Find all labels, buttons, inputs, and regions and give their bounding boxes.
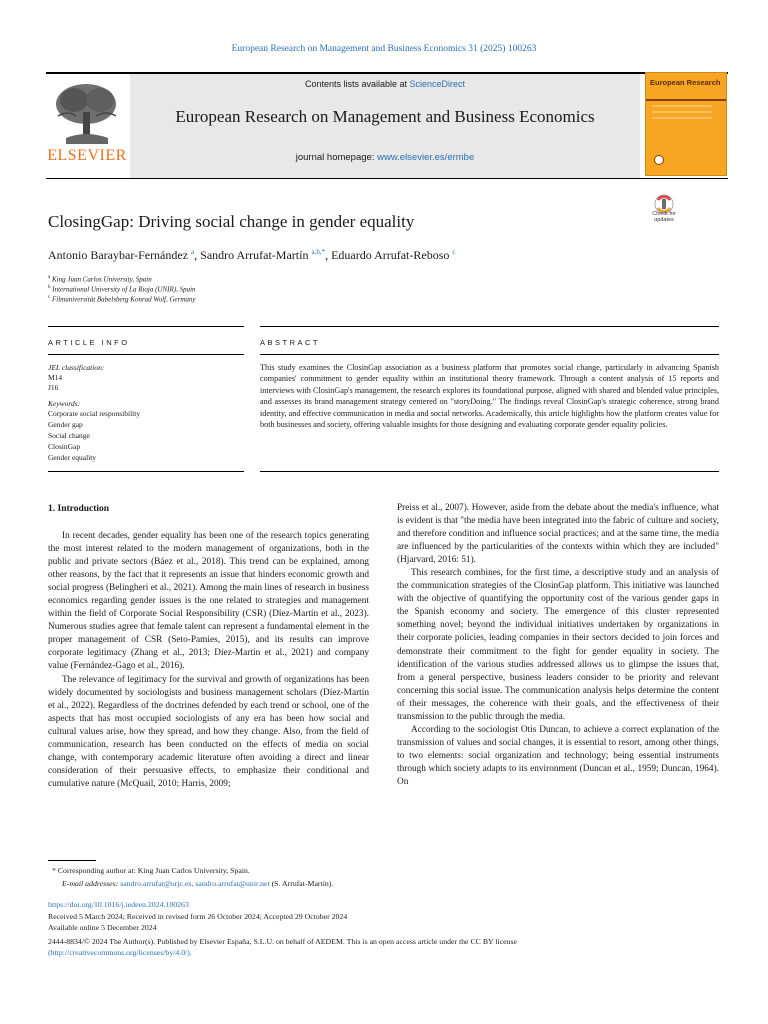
section-heading-introduction: 1. Introduction	[48, 504, 110, 514]
journal-cover-thumbnail[interactable]	[645, 72, 727, 176]
keyword: Gender equality	[48, 453, 97, 462]
journal-homepage-link[interactable]: www.elsevier.es/ermbe	[377, 152, 475, 163]
license-link[interactable]: (http://creativecommons.org/licenses/by/4.0/).	[48, 948, 192, 957]
article-info-heading: ARTICLE INFO	[48, 338, 130, 347]
body-column-right	[397, 502, 719, 789]
keyword: ClosinGap	[48, 442, 81, 451]
journal-citation-line[interactable]: European Research on Management and Business Economics 31 (2025) 100263	[231, 44, 537, 54]
body-paragraph: In recent decades, gender equality has been one of the research topics generating the most interest related to the modern management of organizations, both in the public and private sectors (Báez et al., 2018). This trend can be explained, among other reasons, by the fact that it represents an issue that hinders economic growth and social progress (Belingheri et al., 2021). Among the main lines of research in business economics regarding gender issues is the one related to strategies and management within the field of Corporate Social Responsibility (CSR) (Díez-Martín et al., 2023). Numerous studies agree that female talent can represent a fundamental element in the proper management of CSR (Seto-Pamies, 2015), and its results can improve corporate legitimacy (Zhang et al., 2013; Díez-Martín et al., 2021) and company value (Fernández-Gago et al., 2016).	[48, 531, 369, 672]
masthead-bottom-rule	[46, 178, 728, 179]
check-for-updates-label: Check for updates	[652, 211, 676, 223]
journal-homepage-line: journal homepage: www.elsevier.es/ermbe	[295, 152, 475, 163]
jel-label: JEL classification:	[48, 363, 105, 372]
keywords-label: Keywords:	[48, 399, 81, 408]
license-statement: 2444-8834/© 2024 The Author(s). Published by Elsevier España, S.L.U. on behalf of AEDEM. This is an open access article under the CC BY license (http://creativecommons.org/licenses/by/4.0/).	[48, 937, 517, 957]
abstract-top-rule	[260, 326, 719, 327]
elsevier-wordmark: ELSEVIER	[47, 147, 127, 164]
author-affil-sup[interactable]: a	[191, 248, 195, 256]
body-paragraph: The relevance of legitimacy for the survival and growth of organizations has been widely documented by sociologists and business management scholars (Díez-Martín et al., 2022). Regardless of the doctrines defended by each trend or school, one of the aspects that has most occupied sociologists of any era has been how social and cultural values arise, how they spread, and how they change. Also, from the field of communication, research has been conducted on the effects of media on social change, with contemporary academic literature often avoiding a direct and linear consideration of their persuasive effects, to emphasize their conditional and cumulative nature (McQuail, 2010; Harris, 2009;	[48, 674, 369, 789]
journal-title: European Research on Management and Business Economics	[175, 107, 595, 126]
author-affil-sup[interactable]: c	[452, 248, 456, 256]
email-note: E-mail addresses: sandro.arrufat@urjc.es, sandro.arrufat@unir.net (S. Arrufat-Martín).	[62, 879, 334, 888]
abstract-bottom-rule	[260, 471, 719, 472]
abstract-text: This study examines the ClosinGap association as a business platform that promotes social change, particularly in advancing Spanish companies' commitment to gender equality within an institutional theory framework. Through a content analysis of 15 reports and interviews with ClosinGap's management, the research explores its foundational purpose, aligned with shared and blended value principles, and assesses its brand management strategy centered on "storyDoing." The findings reveal ClosinGap's strategic coherence, strong brand identity, and effective communication in media and social networks. Academically, this article highlights how the platform creates value for both businesses and society, offering valuable insights for those designing and evaluating corporate gender equality policies.	[260, 363, 719, 430]
affiliation-c: $^c$ Filmuniversität Babelsberg Konrad Wolf, Germany	[48, 295, 196, 304]
sciencedirect-link[interactable]: ScienceDirect	[409, 79, 466, 89]
author-name[interactable]: Sandro Arrufat-Martín	[200, 248, 309, 262]
footnote-rule	[48, 860, 96, 861]
body-paragraph: Preiss et al., 2007). However, aside from the debate about the media's influence, what is evident is that "the media have been integrated into the fabric of culture and society, and therefore condition and influence social practices; and at the same time, the media are influenced by the particularities of the contexts within which they are included" (Hjarvard, 2016: 51).	[397, 503, 719, 566]
affiliation-b: $^b$ International University of La Rioja (UNIR), Spain	[48, 285, 196, 294]
affiliation-a: $^a$ King Juan Carlos University, Spain	[48, 275, 152, 284]
doi-link[interactable]: https://doi.org/10.1016/j.iedeen.2024.100263	[48, 900, 189, 909]
article-info-bottom-rule	[48, 471, 244, 472]
abstract-heading: ABSTRACT	[260, 338, 321, 347]
body-paragraph: This research combines, for the first time, a descriptive study and an analysis of the communication strategies of the ClosinGap platform. This initiative was launched with the objective of quantifying the opportunity cost of the various gender gaps in the Spanish economy and society. The emergence of this cluster represented something novel; beyond the individual initiatives undertaken by organizations in their corporate policies, leading companies in their sectors decided to join forces and demonstrate their commitment to the fight for gender equality in society. The identification of the various studies addressed allows us to glimpse the issues that, from a general perspective, business leaders consider to be priority and relevant concerning this social issue. The communication analysis helps determine the content of their messages, the coherence with their goals, and the effectiveness of their transmission to the public through the media.	[397, 568, 719, 722]
article-info-rule	[48, 354, 244, 355]
keyword: Corporate social responsibility	[48, 409, 141, 418]
cover-bar	[646, 99, 726, 101]
author-affil-sup[interactable]: a,b,*	[311, 248, 326, 256]
jel-code: J16	[48, 383, 59, 392]
author-name[interactable]: Antonio Baraybar-Fernández	[48, 248, 189, 262]
article-info-top-rule	[48, 326, 244, 327]
body-column-left	[48, 530, 369, 791]
received-dates: Received 5 March 2024; Received in revised form 26 October 2024; Accepted 29 October 2024	[48, 912, 348, 921]
article-title: ClosingGap: Driving social change in gender equality	[48, 212, 415, 231]
abstract-rule	[260, 354, 719, 355]
body-paragraph: According to the sociologist Otis Duncan, to achieve a correct explanation of the transmission of values and social changes, it is essential to resort, among other things, to two elements: social organization and technology; being essential instruments through which society adapts to its environment (Duncan et al., 1959; Duncan, 1964). On	[397, 724, 719, 787]
keyword: Social change	[48, 431, 90, 440]
contents-available-line: Contents lists available at ScienceDirect	[304, 79, 466, 89]
cover-seal-icon	[654, 155, 664, 165]
cover-title: European Research	[650, 78, 721, 87]
keyword: Gender gap	[48, 420, 83, 429]
email-links[interactable]: sandro.arrufat@urjc.es, sandro.arrufat@unir.net	[120, 879, 270, 888]
author-name[interactable]: Eduardo Arrufat-Reboso	[331, 248, 450, 262]
jel-code: M14	[48, 373, 63, 382]
author-list: Antonio Baraybar-Fernández $^a$, Sandro Arrufat-Martín $^{a,b,*}$, Eduardo Arrufat-Reboso $^c$	[48, 248, 456, 262]
cover-lines	[652, 105, 712, 123]
available-online-date: Available online 5 December 2024	[48, 923, 157, 932]
corresponding-author-note: * Corresponding author at: King Juan Carlos University, Spain.	[52, 866, 250, 875]
